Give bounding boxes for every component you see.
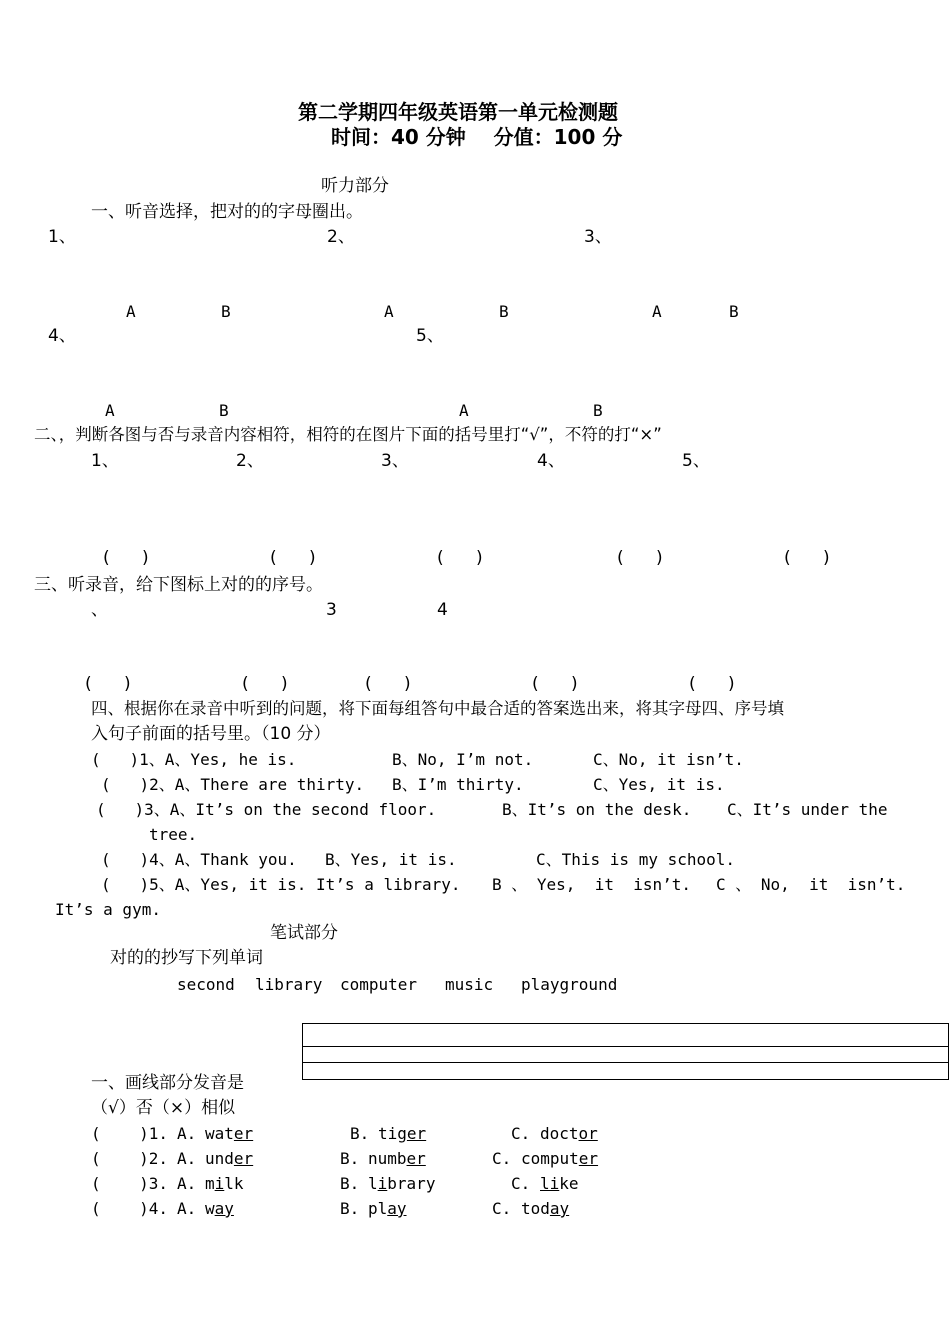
answer-bracket[interactable]: ( ) xyxy=(437,548,483,568)
option-label[interactable]: A xyxy=(126,302,136,321)
answer-option[interactable]: C 、 No, it isn’t. xyxy=(716,875,906,894)
option-label: B. xyxy=(350,1124,370,1143)
phonics-word: under xyxy=(205,1149,254,1168)
option-label[interactable]: A xyxy=(384,302,394,321)
option-label: B. xyxy=(340,1149,360,1168)
answer-option[interactable]: B、No, I’m not. xyxy=(392,750,534,769)
question-text: ( )2、A、There are thirty. xyxy=(101,775,365,794)
option-label[interactable]: B xyxy=(729,302,739,321)
answer-bracket[interactable]: ( )3. xyxy=(91,1174,169,1193)
phonics-word: tiger xyxy=(378,1124,427,1143)
phonics-word: computer xyxy=(521,1149,599,1168)
answer-bracket[interactable]: ( ) xyxy=(242,674,288,694)
phonics-instruction: 一、画线部分发音是 xyxy=(91,1073,244,1093)
writing-heading: 笔试部分 xyxy=(270,923,338,943)
question-number: 1、 xyxy=(91,451,119,471)
answer-bracket[interactable]: ( ) xyxy=(85,674,131,694)
answer-option[interactable]: B、Yes, it is. xyxy=(325,850,457,869)
question-text: ( )5、A、Yes, it is. It’s a library. xyxy=(101,875,461,894)
phonics-word: today xyxy=(521,1199,570,1218)
copy-word: second xyxy=(177,975,235,994)
copy-word: playground xyxy=(521,975,618,994)
option-label[interactable]: B xyxy=(221,302,231,321)
option-label[interactable]: A xyxy=(105,401,115,420)
option-label[interactable]: A xyxy=(652,302,662,321)
answer-option-continued: tree. xyxy=(149,825,198,844)
phonics-word: play xyxy=(368,1199,407,1218)
part4-instruction: 四、根据你在录音中听到的问题，将下面每组答句中最合适的答案选出来，将其字母四、序号填 xyxy=(91,699,784,718)
answer-option[interactable]: B 、 Yes, it isn’t. xyxy=(492,875,692,894)
question-number: 3、 xyxy=(584,227,612,247)
question-number: 2、 xyxy=(236,451,264,471)
copy-word: music xyxy=(445,975,494,994)
answer-bracket[interactable]: ( ) xyxy=(532,674,578,694)
question-number: 3 xyxy=(326,600,337,620)
option-label: C. xyxy=(492,1199,512,1218)
option-label: C. xyxy=(511,1124,531,1143)
part2-instruction: 二、，判断各图与否与录音内容相符，相符的在图片下面的括号里打“√”，不符的打“×” xyxy=(34,425,662,444)
answer-option[interactable]: C、Yes, it is. xyxy=(593,775,725,794)
option-label: A. xyxy=(177,1174,197,1193)
answer-bracket[interactable]: ( ) xyxy=(617,548,663,568)
question-text: ( )1、A、Yes, he is. xyxy=(91,750,297,769)
question-text: ( )4、A、Thank you. xyxy=(101,850,297,869)
handwriting-box[interactable] xyxy=(302,1023,949,1080)
option-label: A. xyxy=(177,1199,197,1218)
answer-bracket[interactable]: ( ) xyxy=(270,548,316,568)
option-label[interactable]: B xyxy=(593,401,603,420)
phonics-word: milk xyxy=(205,1174,244,1193)
answer-option[interactable]: B、It’s on the desk. xyxy=(502,800,692,819)
answer-bracket[interactable]: ( )1. xyxy=(91,1124,169,1143)
option-label: C. xyxy=(492,1149,512,1168)
phonics-word: way xyxy=(205,1199,234,1218)
question-number: 2、 xyxy=(327,227,355,247)
option-label: B. xyxy=(340,1174,360,1193)
question-number: 3、 xyxy=(381,451,409,471)
copy-word: computer xyxy=(340,975,418,994)
question-number: 4、 xyxy=(537,451,565,471)
page-title: 第二学期四年级英语第一单元检测题 xyxy=(298,100,618,124)
phonics-instruction: （√）否（×）相似 xyxy=(91,1098,236,1118)
answer-bracket[interactable]: ( ) xyxy=(689,674,735,694)
option-label: A. xyxy=(177,1124,197,1143)
phonics-word: doctor xyxy=(540,1124,598,1143)
question-number: 5、 xyxy=(416,326,444,346)
option-label: A. xyxy=(177,1149,197,1168)
question-number: 4、 xyxy=(48,326,76,346)
option-label[interactable]: A xyxy=(459,401,469,420)
writing-line xyxy=(303,1062,948,1063)
question-number: 1、 xyxy=(48,227,76,247)
copy-instruction: 对的的抄写下列单词 xyxy=(110,948,263,968)
question-text: ( )3、A、It’s on the second floor. xyxy=(96,800,437,819)
writing-line xyxy=(303,1046,948,1047)
copy-word: library xyxy=(255,975,323,994)
part4-instruction: 入句子前面的括号里。（10 分） xyxy=(91,724,331,744)
phonics-word: like xyxy=(540,1174,579,1193)
answer-bracket[interactable]: ( )4. xyxy=(91,1199,169,1218)
answer-option[interactable]: C、No, it isn’t. xyxy=(593,750,744,769)
question-number: 4 xyxy=(437,600,448,620)
option-label[interactable]: B xyxy=(499,302,509,321)
answer-bracket[interactable]: ( ) xyxy=(365,674,411,694)
answer-option[interactable]: B、I’m thirty. xyxy=(392,775,524,794)
part3-instruction: 三、听录音，给下图标上对的的序号。 xyxy=(34,575,323,595)
listening-heading: 听力部分 xyxy=(321,176,389,196)
answer-bracket[interactable]: ( ) xyxy=(103,548,149,568)
page-subtitle: 时间：40 分钟 分值：100 分 xyxy=(331,125,623,149)
phonics-word: number xyxy=(368,1149,426,1168)
answer-bracket[interactable]: ( ) xyxy=(784,548,830,568)
option-label: C. xyxy=(511,1174,531,1193)
answer-option[interactable]: C、It’s under the xyxy=(727,800,888,819)
answer-option[interactable]: C、This is my school. xyxy=(536,850,736,869)
answer-bracket[interactable]: ( )2. xyxy=(91,1149,169,1168)
question-number: 5、 xyxy=(682,451,710,471)
phonics-word: library xyxy=(368,1174,436,1193)
option-label[interactable]: B xyxy=(219,401,229,420)
part1-instruction: 一、听音选择，把对的的字母圈出。 xyxy=(91,202,363,222)
option-label: B. xyxy=(340,1199,360,1218)
phonics-word: water xyxy=(205,1124,254,1143)
question-number: 、 xyxy=(91,600,108,620)
answer-option-continued: It’s a gym. xyxy=(55,900,161,919)
